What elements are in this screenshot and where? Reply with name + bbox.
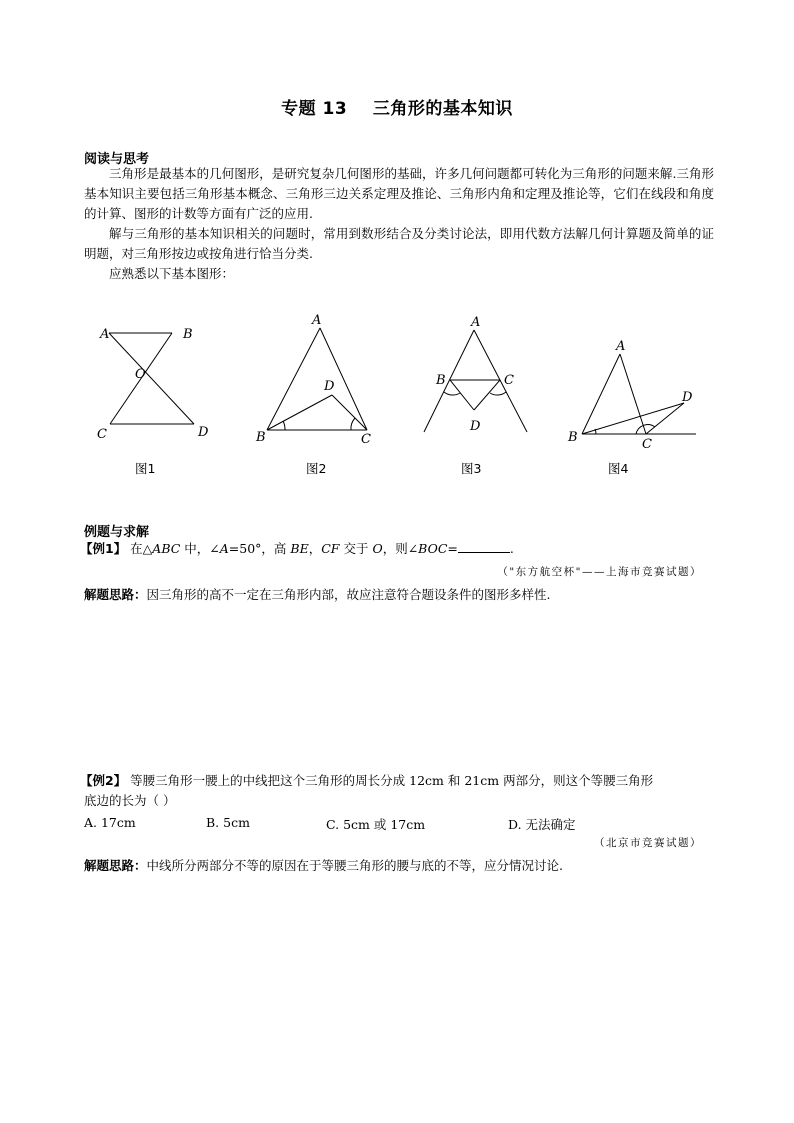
page-title: 专题 13 三角形的基本知识 bbox=[281, 99, 513, 119]
figure-1-caption: 图1 bbox=[135, 461, 156, 476]
fig2-label-a: A bbox=[312, 313, 322, 328]
ex1-text-f: ，则∠ bbox=[382, 541, 419, 556]
fig2-label-b: B bbox=[256, 430, 266, 445]
fig2-label-c: C bbox=[361, 432, 371, 447]
reading-paragraph-2: 解与三角形的基本知识相关的问题时，常用到数形结合及分类讨论法，即用代数方法解几何计算题及简单的证明题，对三角形按边或按角进行恰当分类. bbox=[84, 226, 714, 261]
section-heading-reading: 阅读与思考 bbox=[84, 152, 150, 167]
figure-4 bbox=[582, 354, 696, 434]
example-2-question-line-2: 底边的长为（ ） bbox=[84, 793, 176, 808]
ex1-cf: CF bbox=[321, 541, 340, 556]
example-1-hint bbox=[84, 585, 551, 605]
fig1-label-a: A bbox=[100, 327, 110, 342]
example-1-hint-text: 因三角形的高不一定在三角形内部，故应注意符合题设条件的图形多样性. bbox=[146, 587, 551, 602]
fig1-label-b: B bbox=[183, 327, 193, 342]
example-2-option-c: C. 5cm 或 17cm bbox=[326, 817, 426, 832]
fig1-label-d: D bbox=[198, 425, 209, 440]
example-1-source: （"东方航空杯"——上海市竞赛试题） bbox=[497, 566, 702, 578]
example-2-question-line-1 bbox=[80, 771, 653, 791]
example-2-option-a: A. 17cm bbox=[84, 815, 136, 830]
example-2-option-d: D. 无法确定 bbox=[508, 817, 576, 832]
ex1-text-h: . bbox=[509, 541, 514, 556]
fig3-label-c: C bbox=[504, 373, 514, 388]
figure-4-caption: 图4 bbox=[608, 461, 629, 476]
fig2-label-d: D bbox=[324, 379, 335, 394]
answer-blank bbox=[458, 540, 510, 553]
example-2-option-b: B. 5cm bbox=[206, 815, 250, 830]
reading-body bbox=[84, 164, 714, 284]
ex1-o: O bbox=[372, 541, 383, 556]
example-2-hint bbox=[84, 856, 563, 876]
example-2-tag: 【例2】 bbox=[80, 773, 127, 788]
fig3-label-d: D bbox=[470, 419, 481, 434]
ex1-abc: ABC bbox=[152, 541, 181, 556]
reading-paragraph-3: 应熟悉以下基本图形： bbox=[109, 266, 235, 281]
fig4-label-c: C bbox=[642, 437, 652, 452]
example-1-question bbox=[80, 539, 514, 559]
figure-2-caption: 图2 bbox=[306, 461, 327, 476]
fig4-label-d: D bbox=[682, 390, 693, 405]
fig1-label-o: O bbox=[135, 367, 146, 382]
ex1-angle-a: A bbox=[219, 541, 229, 556]
figure-2 bbox=[267, 328, 367, 430]
fig4-label-a: A bbox=[616, 339, 626, 354]
figure-3-caption: 图3 bbox=[461, 461, 482, 476]
ex1-boc: BOC bbox=[418, 541, 448, 556]
fig1-label-c: C bbox=[97, 427, 107, 442]
section-heading-examples: 例题与求解 bbox=[84, 525, 150, 540]
ex1-text-e: 交于 bbox=[339, 541, 373, 556]
ex1-text-a: 在△ bbox=[126, 541, 153, 556]
example-2-hint-label: 解题思路： bbox=[84, 858, 147, 873]
ex1-text-b: 中，∠ bbox=[180, 541, 220, 556]
example-2-text-1: 等腰三角形一腰上的中线把这个三角形的周长分成 12cm 和 21cm 两部分，则这个等腰三角形 bbox=[126, 773, 654, 788]
ex1-text-d: ， bbox=[308, 541, 322, 556]
reading-paragraph-1: 三角形是最基本的几何图形，是研究复杂几何图形的基础，许多几何问题都可转化为三角形的问题来解.三角形基本知识主要包括三角形基本概念、三角形三边关系定理及推论、三角形内角和定理及推论等，它们在线段和角度的计算、图形的计数等方面有广泛的应用. bbox=[84, 166, 714, 221]
example-1-tag: 【例1】 bbox=[80, 541, 127, 556]
example-2-source: （北京市竞赛试题） bbox=[594, 837, 702, 849]
example-2-hint-text: 中线所分两部分不等的原因在于等腰三角形的腰与底的不等，应分情况讨论. bbox=[146, 858, 563, 873]
fig3-label-b: B bbox=[436, 373, 446, 388]
example-1-hint-label: 解题思路： bbox=[84, 587, 147, 602]
fig3-label-a: A bbox=[471, 315, 481, 330]
figure-1 bbox=[109, 333, 194, 424]
ex1-text-c: =50°，高 bbox=[228, 541, 291, 556]
ex1-be: BE bbox=[290, 541, 309, 556]
fig4-label-b: B bbox=[568, 430, 578, 445]
ex1-text-g: = bbox=[447, 541, 458, 556]
